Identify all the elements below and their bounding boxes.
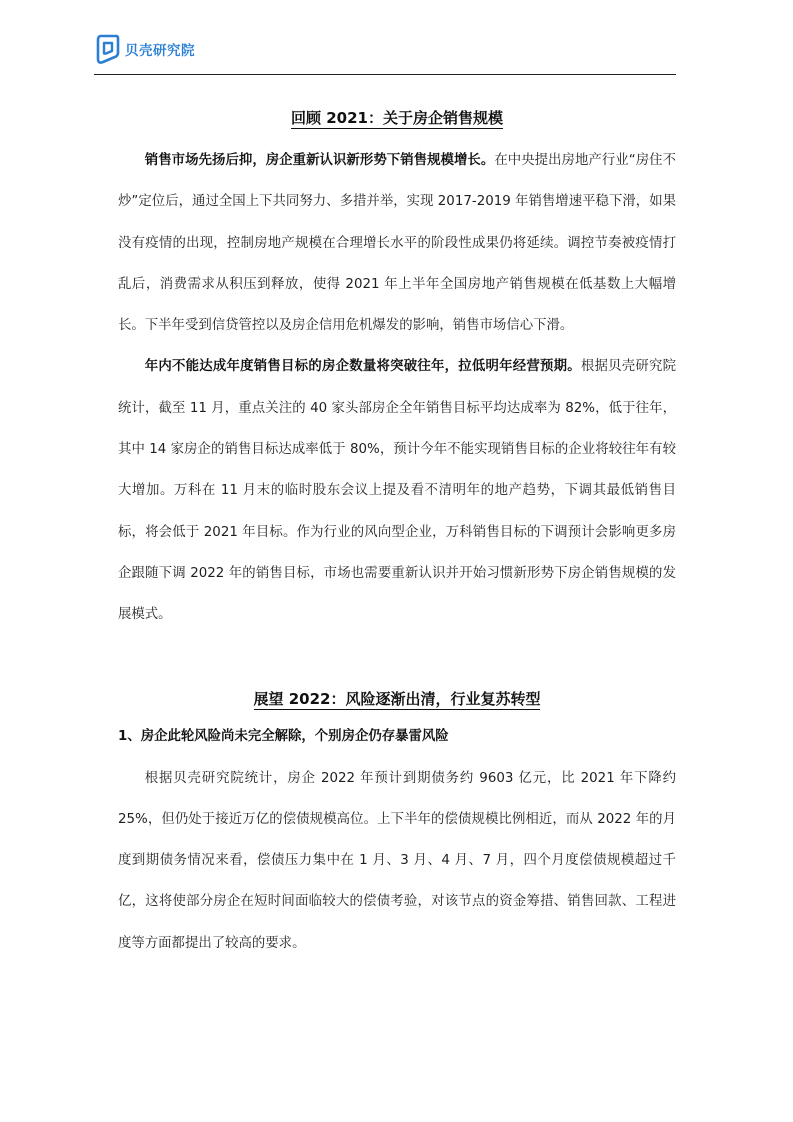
page-header [94, 32, 676, 75]
section-title-text: 回顾 2021：关于房企销售规模 [291, 109, 503, 127]
section-title-outlook-2022 [118, 688, 676, 710]
section-title-review-2021 [118, 107, 676, 129]
beike-logo-icon [94, 34, 120, 64]
sub-heading-risk: 1、房企此轮风险尚未完全解除，个别房企仍存暴雷风险 [118, 728, 449, 744]
section-title-text: 展望 2022：风险逐渐出清，行业复苏转型 [253, 689, 541, 708]
paragraph-debt: 根据贝壳研究院统计，房企 2022 年预计到期债务约 9603 亿元，比 2021 年下降约 25%，但仍处于接近万亿的偿债规模高位。上下半年的偿债规模比例相近，而从 2022 年的月度到期债务情况来看，偿债压力集中在 1 月、3 月、4 月、7 月，四个月度偿债规模超过千亿，这将使部分房企在短时间面临较大的偿债考验，对该节点的资金筹措、销售回款、工程进度等方面都提出了较高的要求。 [118, 770, 676, 951]
paragraph-body: 根据贝壳研究院统计，截至 11 月，重点关注的 40 家头部房企全年销售目标平均达成率为 82%，低于往年，其中 14 家房企的销售目标达成率低于 80%，预计今年不能实现销售目标的企业将较往年有较大增加。万科在 11 月末的临时股东会议上提及看不清明年的地产趋势，下调其最低销售目标，将会低于 2021 年目标。作为行业的风向型企业，万科销售目标的下调预计会影响更多房企跟随下调 2022 年的销售目标，市场也需要重新认识并开始习惯新形势下房企销售规模的发展模式。 [118, 359, 677, 623]
paragraph-lead: 年内不能达成年度销售目标的房企数量将突破往年，拉低明年经营预期。 [144, 359, 581, 375]
paragraph-lead: 销售市场先扬后抑，房企重新认识新形势下销售规模增长。 [144, 153, 495, 168]
logo-text: 贝壳研究院 [125, 43, 195, 59]
paragraph-body: 在中央提出房地产行业“房住不炒”定位后，通过全国上下共同努力、多措并举，实现 2017-2019 年销售增速平稳下滑，如果没有疫情的出现，控制房地产规模在合理增长水平的阶段性成果仍将延续。调控节奏被疫情打乱后，消费需求从积压到释放，使得 2021 年上半年全国房地产销售规模在低基数上大幅增长。下半年受到信贷管控以及房企信用危机爆发的影响，销售市场信心下滑。 [118, 153, 677, 334]
brand-logo [94, 34, 195, 64]
paragraph-sales-target [118, 346, 676, 635]
paragraph-sales-market [118, 140, 676, 346]
document-body [118, 107, 676, 964]
